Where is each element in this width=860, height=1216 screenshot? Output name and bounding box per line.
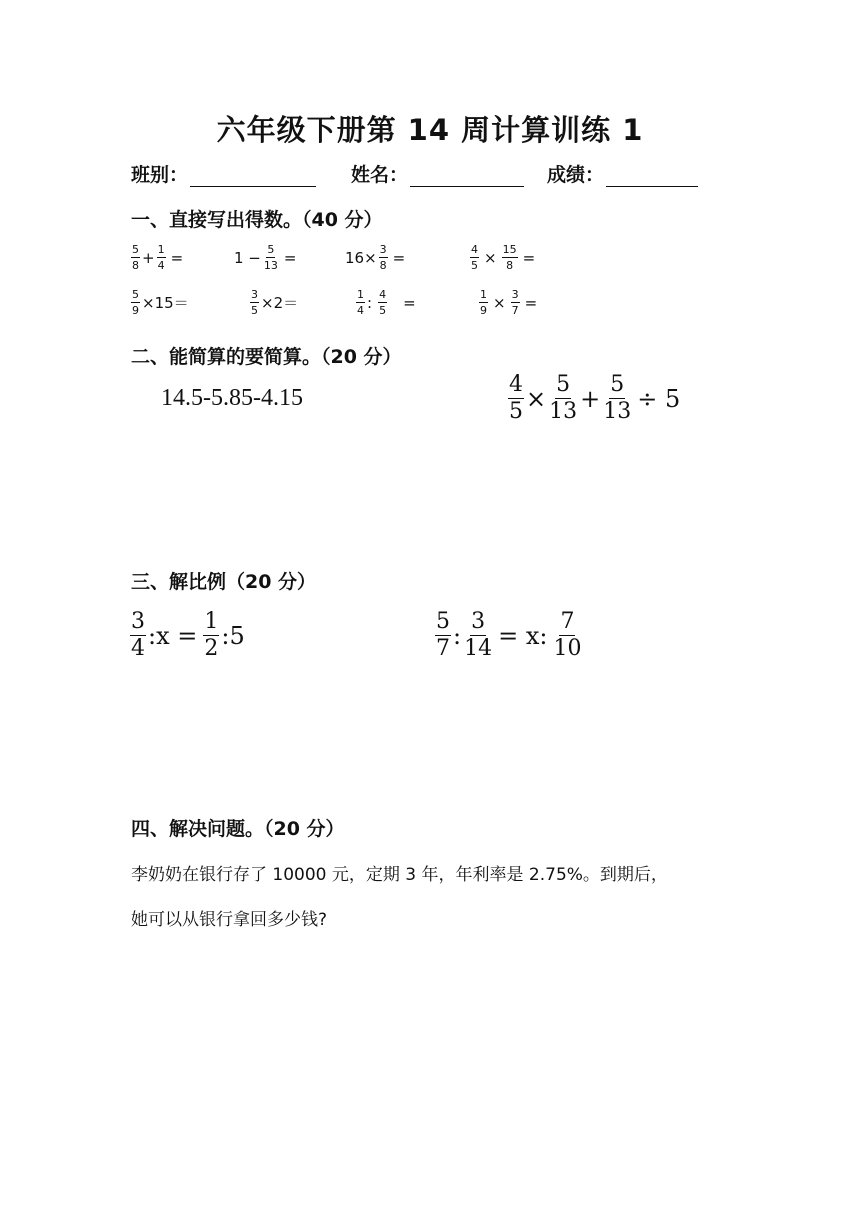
fraction: $\frac{15}{8}$ bbox=[502, 243, 517, 272]
score-label: 成绩： bbox=[547, 164, 605, 186]
fraction: $\frac{5}{9}$ bbox=[132, 288, 139, 317]
s1-r1-q2: 1 − $\frac{5}{13}$ = bbox=[234, 243, 297, 272]
fraction: $\frac{3}{5}$ bbox=[251, 288, 258, 317]
s1-r2-q1: $\frac{5}{9}$ ×15＝ bbox=[132, 288, 189, 317]
score-field bbox=[547, 160, 698, 187]
score-blank[interactable] bbox=[606, 166, 698, 187]
name-blank[interactable] bbox=[410, 166, 524, 187]
fraction: $\frac{4}{5}$ bbox=[379, 288, 387, 317]
fraction: $\frac{4}{5}$ bbox=[471, 243, 478, 272]
fraction: $\frac{5}{13}$ bbox=[603, 372, 632, 424]
class-blank[interactable] bbox=[190, 166, 316, 187]
fraction: $\frac{3}{14}$ bbox=[464, 609, 493, 661]
s1-r2-q3: $\frac{1}{4}$ : $\frac{4}{5}$ = bbox=[357, 288, 416, 317]
s2-expr1: 14.5-5.85-4.15 bbox=[161, 385, 303, 411]
s1-r1-q4: $\frac{4}{5}$ × $\frac{15}{8}$ = bbox=[471, 243, 536, 272]
s3-eq1: $\frac{3}{4}$ :x = $\frac{1}{2}$ :5 bbox=[131, 609, 245, 661]
section4-heading: 四、解决问题。（20 分） bbox=[131, 818, 345, 840]
fraction: $\frac{4}{5}$ bbox=[509, 372, 523, 424]
class-label: 班别： bbox=[131, 164, 189, 186]
name-label: 姓名： bbox=[351, 164, 409, 186]
fraction: $\frac{1}{2}$ bbox=[204, 609, 219, 661]
section3-heading: 三、解比例（20 分） bbox=[131, 571, 317, 593]
fraction: $\frac{3}{4}$ bbox=[131, 609, 145, 661]
s1-r2-q2: $\frac{3}{5}$ ×2＝ bbox=[251, 288, 299, 317]
section2-heading: 二、能简算的要简算。（20 分） bbox=[131, 346, 402, 368]
fraction: $\frac{7}{10}$ bbox=[553, 609, 582, 661]
fraction: $\frac{3}{7}$ bbox=[511, 288, 519, 317]
fraction: $\frac{1}{9}$ bbox=[480, 288, 487, 317]
s3-eq2: $\frac{5}{7}$ : $\frac{3}{14}$ = x: $\frac{7}{10}$ bbox=[436, 609, 582, 661]
class-field bbox=[131, 160, 316, 187]
s1-r2-q4: $\frac{1}{9}$ × $\frac{3}{7}$ = bbox=[480, 288, 538, 317]
fraction: $\frac{1}{4}$ bbox=[357, 288, 364, 317]
fraction: $\frac{1}{4}$ bbox=[157, 243, 165, 272]
name-field bbox=[351, 160, 524, 187]
problem-line-1: 李奶奶在银行存了 10000 元，定期 3 年，年利率是 2.75%。到期后， bbox=[131, 865, 668, 885]
fraction: $\frac{5}{13}$ bbox=[263, 243, 278, 272]
fraction: $\frac{5}{13}$ bbox=[549, 372, 578, 424]
fraction: $\frac{3}{8}$ bbox=[379, 243, 387, 272]
problem-line-2: 她可以从银行拿回多少钱? bbox=[131, 910, 328, 930]
s1-r1-q3: 16× $\frac{3}{8}$ = bbox=[345, 243, 406, 272]
fraction: $\frac{5}{8}$ bbox=[132, 243, 139, 272]
fraction: $\frac{5}{7}$ bbox=[436, 609, 450, 661]
s1-r1-q1: $\frac{5}{8}$ + $\frac{1}{4}$ = bbox=[132, 243, 184, 272]
s2-expr2: $\frac{4}{5}$ × $\frac{5}{13}$ + $\frac{5}{13}$ ÷ 5 bbox=[509, 372, 681, 424]
section1-heading: 一、直接写出得数。（40 分） bbox=[131, 209, 383, 231]
page-title: 六年级下册第 14 周计算训练 1 bbox=[216, 113, 644, 147]
